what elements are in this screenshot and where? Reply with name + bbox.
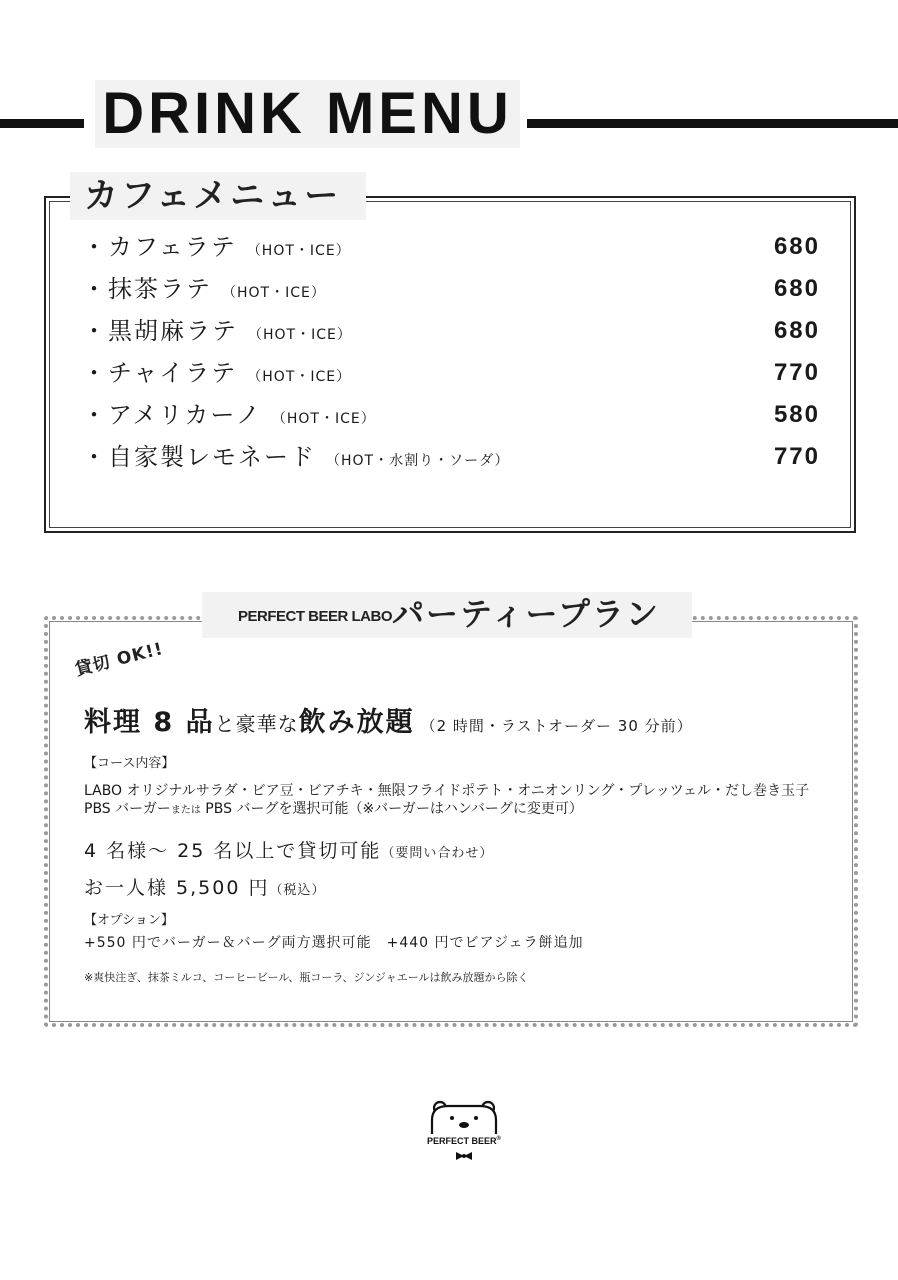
menu-item-price: 680 [773,275,820,302]
plan-headline-dishes: 料理 8 品 [84,707,215,738]
menu-item-name: ・カフェラテ （HOT・ICE） [82,233,351,261]
course-contents-line2: PBS バーガーまたは PBS バーグを選択可能（※バーガーはハンバーグに変更可） [84,801,583,817]
plan-headline-luxury: 豪華な [235,712,299,736]
price-tax-note: （税込） [269,883,326,898]
menu-item [82,398,820,432]
menu-item [82,314,820,348]
menu-item-price: 770 [773,443,820,470]
cafe-menu-heading: カフェメニュー [70,172,366,220]
plan-headline [84,700,693,739]
plan-headline-to: と [214,712,236,736]
menu-item-note: （HOT・水割り・ソーダ） [326,453,510,469]
capacity-info: 4 名様～ 25 名以上で貸切可能（要問い合わせ） [84,840,494,862]
perfect-beer-logo [418,1098,510,1170]
menu-item-note: （HOT・ICE） [247,369,352,385]
menu-item-price: 580 [773,401,820,428]
menu-item-name: ・黒胡麻ラテ （HOT・ICE） [82,317,352,345]
menu-item [82,356,820,390]
menu-item-price: 680 [773,233,820,260]
menu-item [82,272,820,306]
title-rule-right [527,119,898,128]
menu-item-note: （HOT・ICE） [248,327,352,343]
plan-headline-all-you-can-drink: 飲み放題 [298,707,415,738]
title-rule-left [0,119,84,128]
course-contents-line1: LABO オリジナルサラダ・ビア豆・ビアチキ・無限フライドポテト・オニオンリング・プレッツェル・だし巻き玉子 [84,783,810,799]
party-plan-heading [202,592,692,638]
menu-item [82,230,820,264]
party-plan-box-inner-border [49,621,853,1022]
private-booking-badge: 貸切 OK!! [73,639,166,681]
menu-item-note: （HOT・ICE） [222,285,326,301]
menu-item-name: ・チャイラテ （HOT・ICE） [82,359,352,387]
menu-item-name: ・アメリカーノ （HOT・ICE） [82,401,376,429]
menu-item-price: 680 [773,317,820,344]
option-label: 【オプション】 [84,913,174,928]
menu-item-note: （HOT・ICE） [271,411,376,427]
price-per-person: お一人様 5,500 円（税込） [84,877,326,899]
menu-item-name: ・抹茶ラテ （HOT・ICE） [82,275,326,303]
party-plan-brand: PERFECT BEER LABO [238,608,393,625]
party-plan-title: パーティープラン [392,595,660,633]
bear-icon [418,1098,510,1170]
page-title: DRINK MENU [95,80,520,148]
option-details: +550 円でバーガー＆バーグ両方選択可能 +440 円でビアジェラ餅追加 [84,935,584,951]
party-plan-box [44,616,858,1027]
course-label: 【コース内容】 [84,756,175,771]
menu-item-name: ・自家製レモネード （HOT・水割り・ソーダ） [82,443,510,471]
menu-item-note: （HOT・ICE） [246,243,351,259]
menu-item-price: 770 [773,359,820,386]
plan-headline-note: （2 時間・ラストオーダー 30 分前） [420,717,693,735]
capacity-note: （要問い合わせ） [381,846,494,861]
footnote: ※爽快注ぎ、抹茶ミルコ、コーヒービール、瓶コーラ、ジンジャエールは飲み放題から除く [84,971,529,984]
logo-text: PERFECT BEER® [427,1136,501,1146]
menu-item [82,440,820,474]
